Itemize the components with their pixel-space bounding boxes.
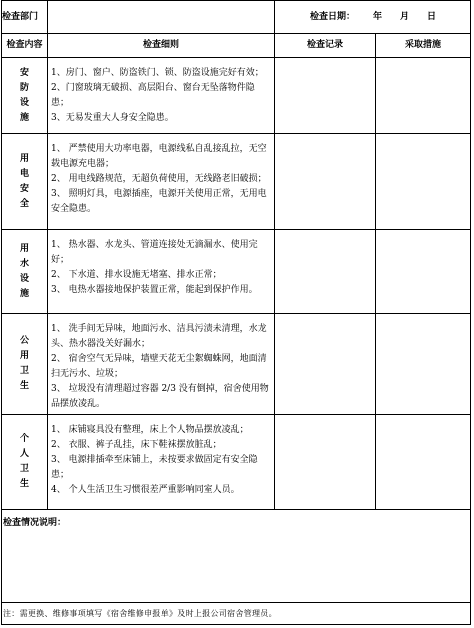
col-header-record: 检查记录	[275, 34, 376, 58]
category-cell	[2, 314, 48, 415]
date-month: 月	[399, 11, 409, 22]
column-header-row	[2, 34, 471, 58]
measures-cell[interactable]	[376, 314, 471, 415]
category-char: 用	[19, 243, 29, 254]
category-char: 电	[19, 168, 29, 179]
details-cell	[48, 314, 275, 415]
category-char: 安	[19, 67, 29, 78]
detail-item: 3、 垃圾没有清理超过容器 2/3 没有倒掉，宿舍使用物品摆放凌乱。	[51, 384, 269, 409]
detail-item: 2、门窗玻璃无破损、高层阳台、窗台无坠落物件隐患；	[51, 83, 255, 108]
category-char: 水	[19, 258, 29, 269]
measures-cell[interactable]	[376, 58, 471, 134]
section-row	[2, 230, 471, 314]
details-cell	[48, 58, 275, 134]
measures-cell[interactable]	[376, 230, 471, 314]
record-cell[interactable]	[275, 230, 376, 314]
record-cell[interactable]	[275, 134, 376, 230]
category-char: 设	[19, 273, 29, 284]
detail-item: 4、 个人生活卫生习惯很差严重影响同室人员。	[51, 485, 240, 495]
col-header-content: 检查内容	[2, 34, 48, 58]
category-char: 防	[19, 82, 29, 93]
category-char: 个	[19, 434, 29, 444]
inspection-table	[1, 0, 471, 625]
category-char: 施	[19, 288, 29, 299]
detail-item: 3、无易发重大人身安全隐患。	[51, 113, 174, 123]
category-char: 全	[19, 198, 29, 209]
footer-note: 注：需更换、维修事项填写《宿舍维修申报单》及时上报公司宿舍管理员。	[2, 603, 471, 625]
detail-item: 2、 用电线路规范，无超负荷使用，无线路老旧破损；	[51, 174, 267, 184]
detail-item: 3、 照明灯具，电源插座，电源开关使用正常，无用电安全隐患。	[51, 189, 267, 214]
category-cell	[2, 58, 48, 134]
measures-cell[interactable]	[376, 415, 471, 510]
category-char: 生	[19, 381, 29, 391]
dept-label	[2, 1, 48, 34]
col-header-details: 检查细则	[48, 34, 275, 58]
category-char: 安	[19, 183, 29, 194]
detail-item: 2、 下水道、排水设施无堵塞、排水正常；	[51, 270, 222, 280]
detail-item: 1、 热水器、水龙头、管道连接处无滴漏水、使用完好；	[51, 240, 258, 265]
section-row	[2, 58, 471, 134]
detail-item: 3、 电源排插牵至床铺上，未按要求做固定有安全隐患；	[51, 455, 258, 480]
category-char: 人	[19, 449, 29, 459]
category-char: 用	[19, 351, 29, 361]
col-header-measures: 采取措施	[376, 34, 471, 58]
details-cell	[48, 134, 275, 230]
details-cell	[48, 230, 275, 314]
dept-label-text: 检查部门	[2, 11, 39, 22]
detail-item: 1、 洗手间无异味，地面污水、洁具污渍未清理，水龙头、热水器没关好漏水；	[51, 324, 267, 349]
category-char: 生	[19, 479, 29, 489]
measures-cell[interactable]	[376, 134, 471, 230]
date-year: 年	[372, 11, 382, 22]
category-char: 卫	[19, 464, 29, 474]
header-row	[2, 1, 471, 34]
notes-row	[2, 510, 471, 603]
detail-item: 1、 床铺寝具没有整理，床上个人物品摆放凌乱；	[51, 425, 249, 435]
detail-item: 1、房门、窗户、防盗铁门、锁、防盗设施完好有效；	[51, 68, 264, 78]
detail-item: 2、 衣服、裤子乱挂，床下鞋袜摆放脏乱；	[51, 440, 222, 450]
category-char: 用	[19, 153, 29, 164]
category-char: 公	[19, 336, 29, 346]
detail-item: 1、 严禁使用大功率电器，电源线私自乱接乱拉，无空载电源充电器；	[51, 144, 267, 169]
category-char: 设	[19, 97, 29, 108]
footer-row	[2, 603, 471, 625]
category-cell	[2, 230, 48, 314]
category-cell	[2, 134, 48, 230]
notes-field[interactable]	[2, 510, 471, 603]
inspection-date-field[interactable]	[275, 1, 471, 34]
record-cell[interactable]	[275, 314, 376, 415]
detail-item: 3、 电热水器接地保护装置正常，能起到保护作用。	[51, 285, 258, 295]
date-day: 日	[426, 11, 436, 22]
category-cell	[2, 415, 48, 510]
details-cell	[48, 415, 275, 510]
category-char: 卫	[19, 366, 29, 376]
record-cell[interactable]	[275, 415, 376, 510]
date-label: 检查日期：	[309, 11, 355, 22]
section-row	[2, 415, 471, 510]
notes-label: 检查情况说明：	[3, 518, 67, 528]
category-char: 施	[19, 112, 29, 123]
section-row	[2, 134, 471, 230]
detail-item: 2、 宿舍空气无异味，墙壁天花无尘絮蜘蛛网，地面清扫无污水、垃圾；	[51, 354, 267, 379]
section-row	[2, 314, 471, 415]
dept-value-field[interactable]	[48, 1, 275, 34]
record-cell[interactable]	[275, 58, 376, 134]
